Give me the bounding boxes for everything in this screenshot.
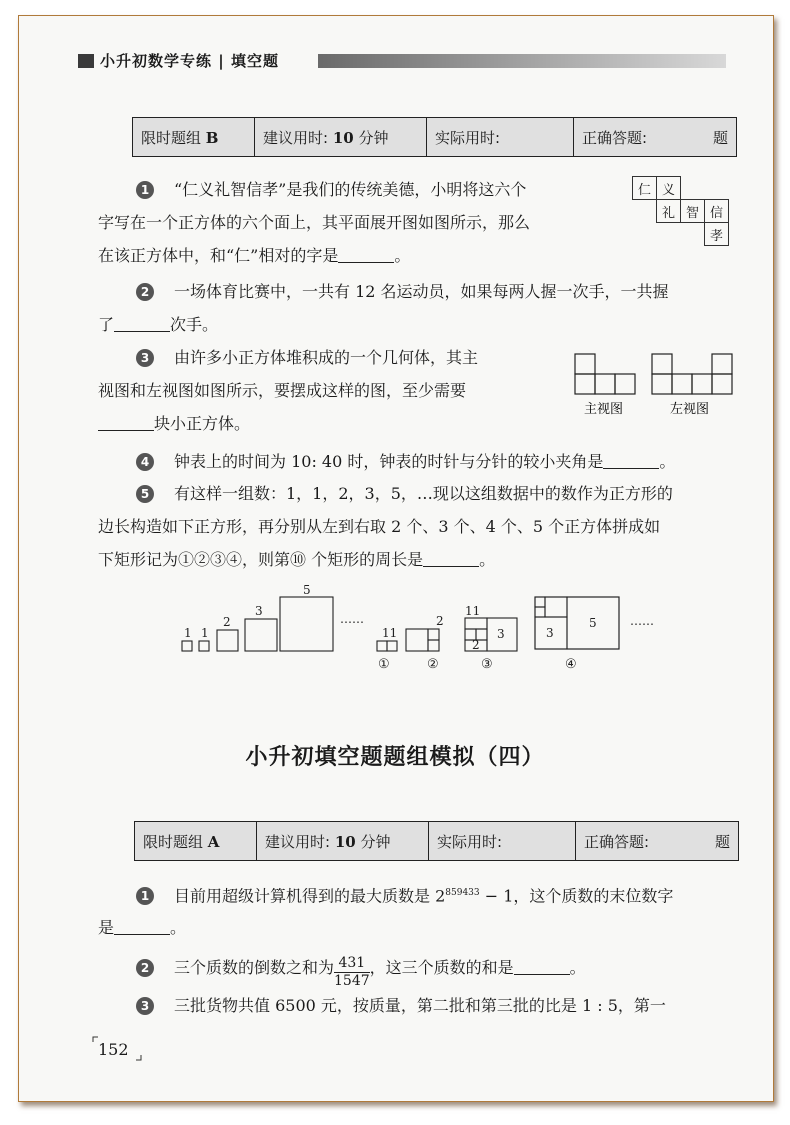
sq-label: 2 xyxy=(223,615,231,629)
actual-time: 实际用时: xyxy=(429,822,576,861)
rect3-label: 3 xyxy=(497,627,505,641)
circled-label: ① xyxy=(378,657,390,672)
net-cell: 义 xyxy=(657,177,681,200)
answer-blank[interactable] xyxy=(98,416,154,431)
answer-blank[interactable] xyxy=(603,454,659,469)
net-cell: 仁 xyxy=(633,177,657,200)
group-label: 限时题组 B xyxy=(133,118,255,157)
suggest-time: 建议用时: 10 分钟 xyxy=(257,822,429,861)
rect4-label: 3 xyxy=(546,626,554,640)
rect3-label: 11 xyxy=(465,604,481,618)
q4-number: 4 xyxy=(136,453,154,471)
sq-label: 3 xyxy=(255,604,263,618)
q5-number: 5 xyxy=(136,485,154,503)
answer-blank[interactable] xyxy=(514,960,570,975)
q1-line2: 字写在一个正方体的六个面上，其平面展开图如图所示，那么 xyxy=(98,213,531,232)
a1-line2: 是 。 xyxy=(98,918,187,937)
dots: …… xyxy=(630,614,654,628)
rect3-label: 2 xyxy=(472,638,480,652)
q3-line2: 视图和左视图如图所示，要摆成这样的图，至少需要 xyxy=(98,381,467,400)
q2-number: 2 xyxy=(136,283,154,301)
cube-net-figure xyxy=(632,176,729,246)
q3-number: 3 xyxy=(136,349,154,367)
net-cell: 礼 xyxy=(657,200,681,223)
group-label: 限时题组 A xyxy=(135,822,257,861)
a3-line1: 3 三批货物共值 6500 元，按质量，第二批和第三批的比是 1 : 5，第一 xyxy=(98,996,666,1015)
fraction: $\frac{431}{1547}$ xyxy=(334,955,370,989)
rect1-label: 11 xyxy=(382,626,398,640)
a2-line1: 2 三个质数的倒数之和为 $\frac{431}{1547}$ ，这三个质数的和是 。 xyxy=(98,955,586,990)
answer-blank[interactable] xyxy=(338,248,394,263)
three-view-figure xyxy=(570,350,740,420)
q3-line3: 块小正方体。 xyxy=(98,414,250,433)
running-header xyxy=(78,50,726,72)
circled-label: ② xyxy=(427,657,439,672)
q3-line1: 3 由许多小正方体堆积成的一个几何体，其主 xyxy=(98,348,478,367)
answer-blank[interactable] xyxy=(114,317,170,332)
correct-count: 正确答题: 题 xyxy=(574,118,737,157)
q2-line1: 2 一场体育比赛中，一共有 12 名运动员，如果每两人握一次手，一共握 xyxy=(98,282,669,301)
q5-line2: 边长构造如下正方形，再分别从左到右取 2 个、3 个、4 个、5 个正方体拼成如 xyxy=(98,517,661,536)
q1-line3: 在该正方体中，和“仁”相对的字是 。 xyxy=(98,246,411,265)
rect4-label: 5 xyxy=(589,616,597,630)
q4-line1: 4 钟表上的时间为 10: 40 时，钟表的时针与分针的较小夹角是 。 xyxy=(98,452,675,471)
circled-label: ③ xyxy=(481,657,493,672)
fibonacci-squares-figure xyxy=(175,585,675,675)
sq-label: 5 xyxy=(303,585,311,597)
suggest-time: 建议用时: 10 分钟 xyxy=(255,118,427,157)
header-gradient-bar xyxy=(318,54,726,68)
answer-blank[interactable] xyxy=(114,920,170,935)
net-cell: 信 xyxy=(705,200,729,223)
section-title: 小升初填空题题组模拟（四） xyxy=(245,745,545,770)
front-view-label: 主视图 xyxy=(584,402,624,417)
actual-time: 实际用时: xyxy=(427,118,574,157)
q5-line3: 下矩形记为①②③④，则第⑩ 个矩形的周长是 。 xyxy=(98,550,496,569)
left-view-label: 左视图 xyxy=(670,402,710,417)
a3-number: 3 xyxy=(136,997,154,1015)
a1-number: 1 xyxy=(136,887,154,905)
a1-line1: 1 目前用超级计算机得到的最大质数是 $2^{859433} - 1$，这个质数的末位数字 xyxy=(98,884,673,905)
sq-label: 1 xyxy=(201,626,209,640)
rect2-label: 2 xyxy=(436,614,444,628)
q5-line1: 5 有这样一组数：1，1，2，3，5，…现以这组数据中的数作为正方形的 xyxy=(98,484,673,503)
time-limit-table-a xyxy=(134,821,739,861)
q1-line1: 1 “仁义礼智信孝”是我们的传统美德，小明将这六个 xyxy=(98,180,526,199)
header-square-icon xyxy=(78,54,94,68)
page-number: 152 xyxy=(98,1040,129,1059)
net-cell: 智 xyxy=(681,200,705,223)
answer-blank[interactable] xyxy=(423,552,479,567)
correct-count: 正确答题: 题 xyxy=(576,822,739,861)
time-limit-table-b xyxy=(132,117,737,157)
sq-label: 1 xyxy=(184,626,192,640)
circled-label: ④ xyxy=(565,657,577,672)
dots: …… xyxy=(340,612,364,626)
a2-number: 2 xyxy=(136,959,154,977)
net-cell: 孝 xyxy=(705,223,729,246)
q1-number: 1 xyxy=(136,181,154,199)
header-title: 小升初数学专练 | 填空题 xyxy=(100,52,279,70)
q2-line2: 了 次手。 xyxy=(98,315,219,334)
